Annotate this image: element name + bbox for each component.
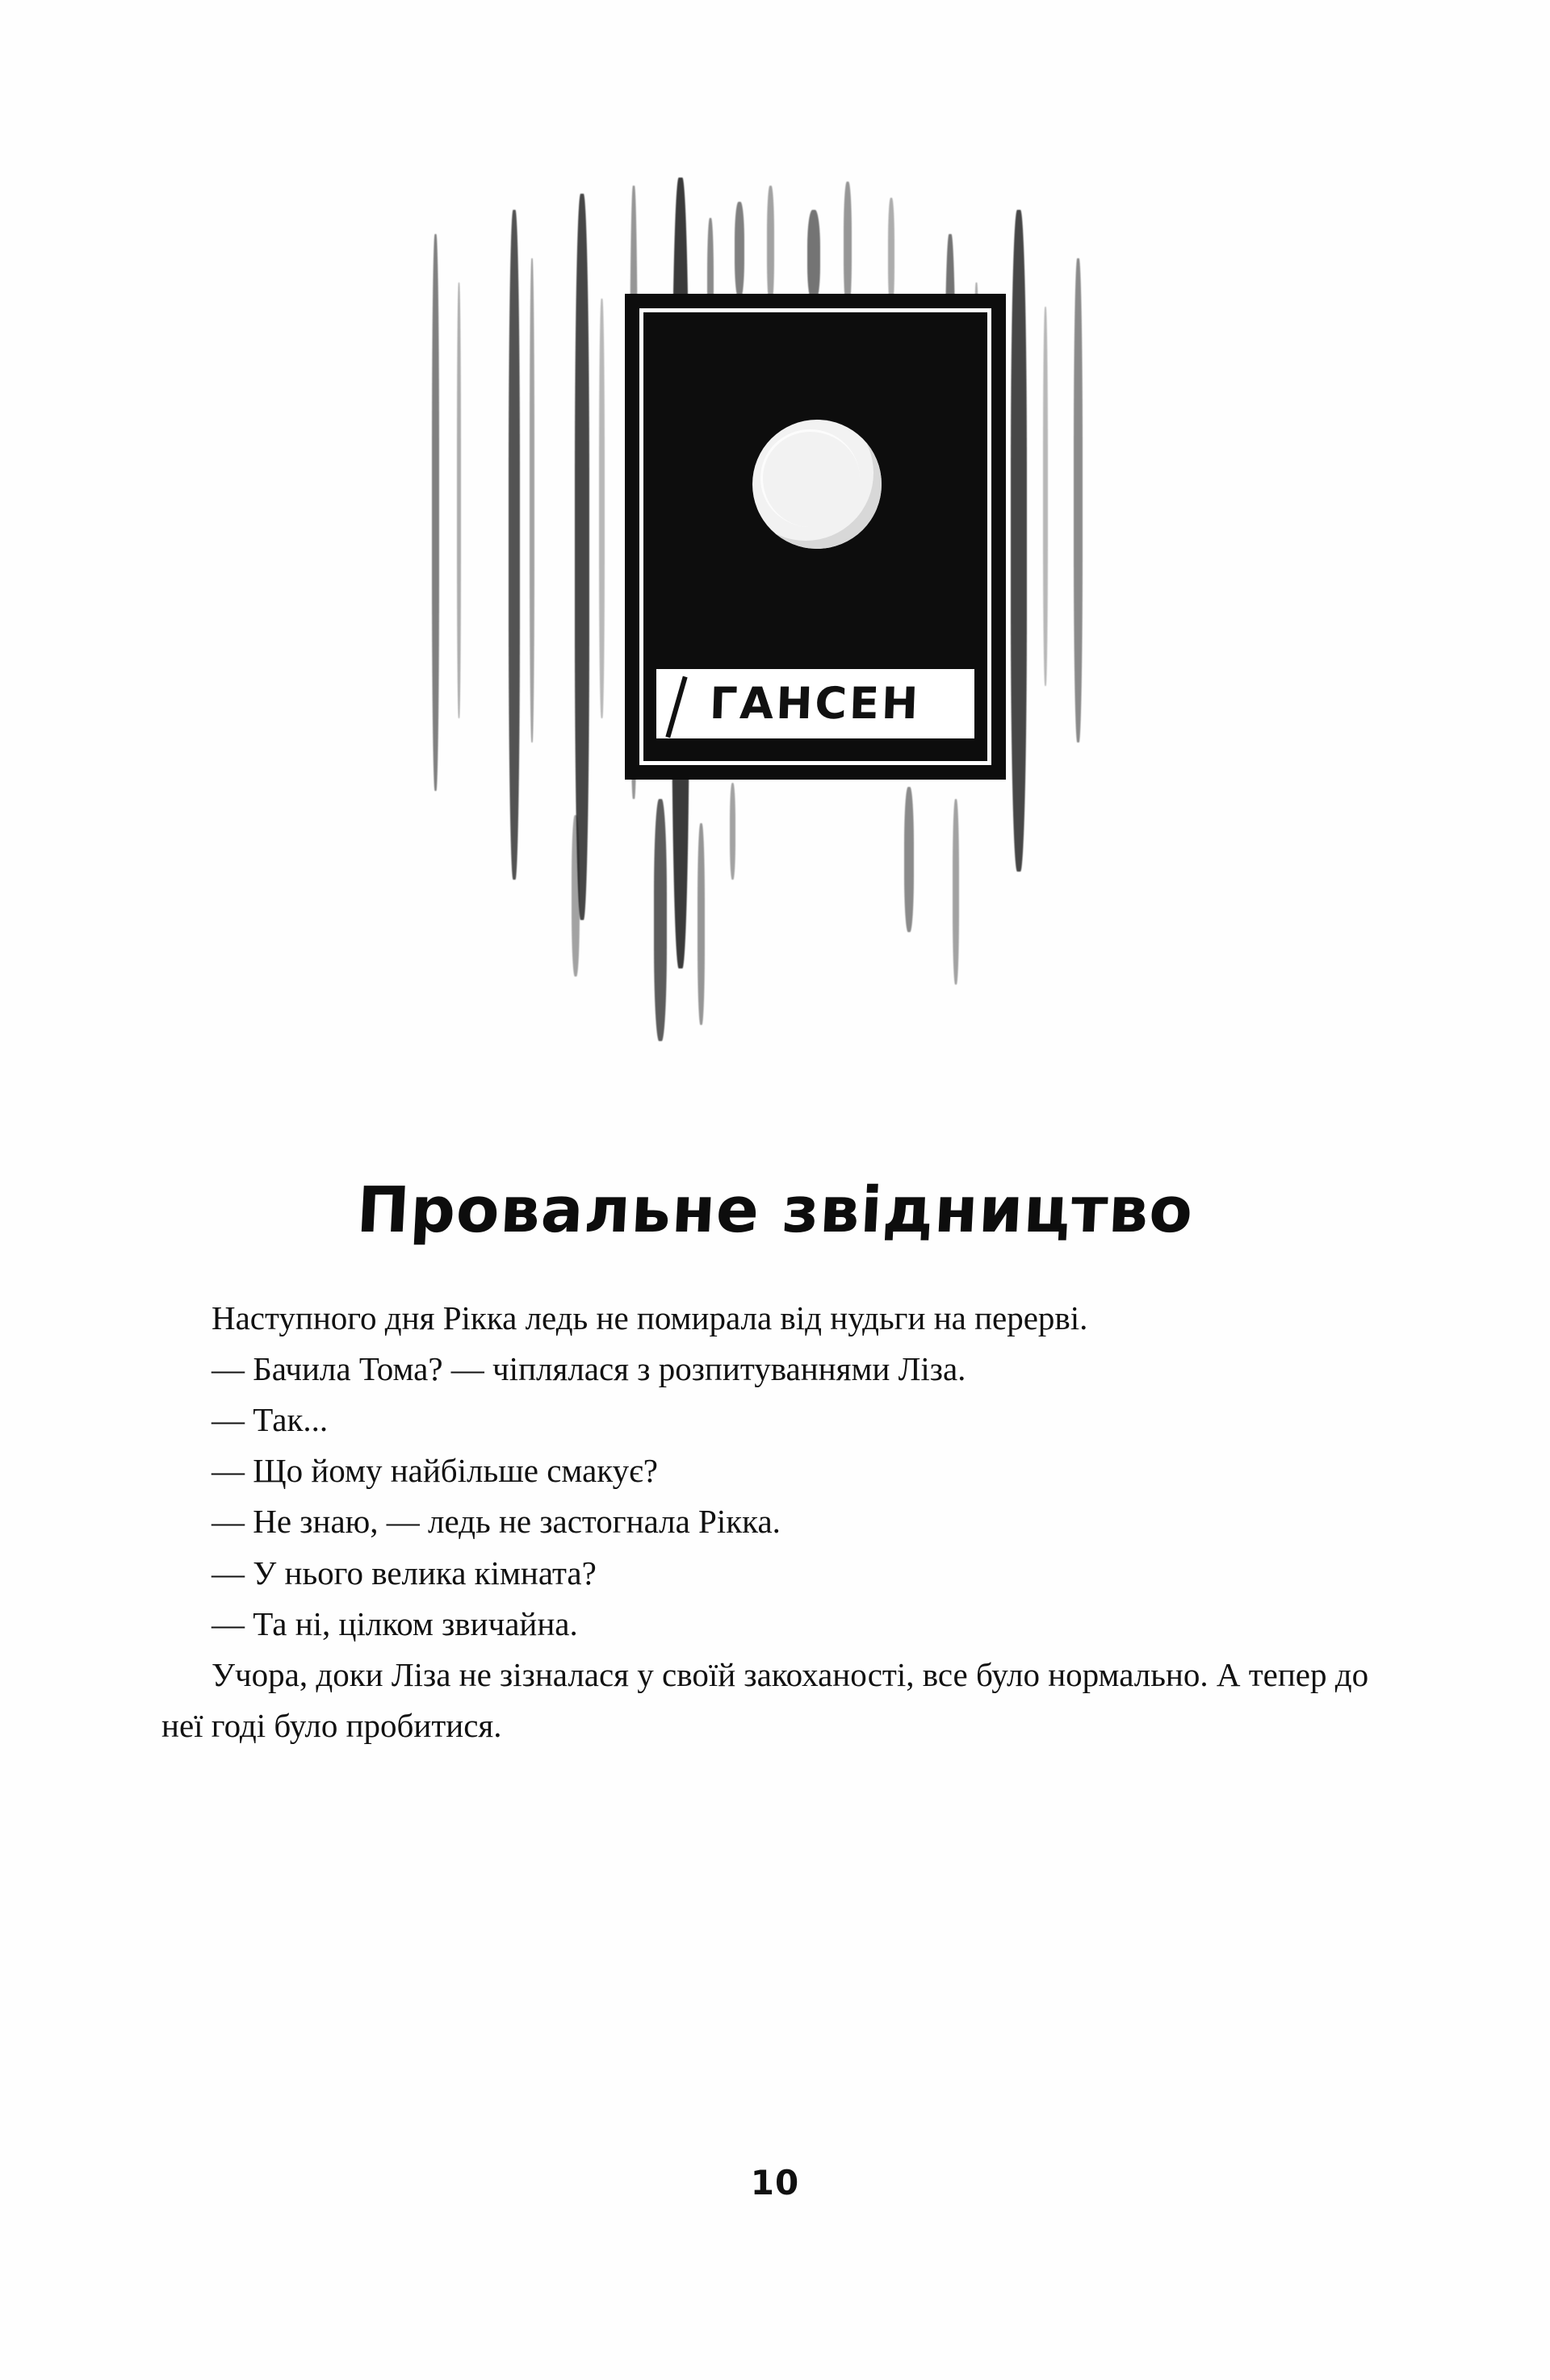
- charcoal-streak: [953, 799, 959, 985]
- paragraph: — Не знаю, — ледь не застогнала Рікка.: [212, 1503, 781, 1541]
- paragraph: Наступного дня Рікка ледь не помирала від нудьги на перерві.: [212, 1299, 1088, 1336]
- slash-mark-icon: [665, 676, 687, 738]
- cover-label: [652, 665, 978, 742]
- paragraph: — Так...: [212, 1401, 329, 1439]
- paragraph: — Що йому найбільше смакує?: [212, 1452, 658, 1490]
- charcoal-streak: [457, 282, 461, 718]
- paragraph: — Бачила Тома? — чіплялася з розпитуваннями Ліза.: [212, 1350, 966, 1388]
- charcoal-streak: [530, 258, 534, 742]
- charcoal-streak: [698, 823, 705, 1025]
- page-number: 10: [750, 2163, 800, 2202]
- charcoal-streak: [575, 194, 589, 920]
- chapter-title: Провальне звідництво: [354, 1174, 1196, 1247]
- charcoal-streak: [844, 182, 852, 311]
- paragraph: — Та ні, цілком звичайна.: [212, 1604, 578, 1642]
- paragraph: — У нього велика кімната?: [212, 1554, 597, 1592]
- chapter-illustration: [0, 186, 1550, 1138]
- book-cover-icon: [630, 299, 1001, 775]
- charcoal-streak: [432, 234, 439, 791]
- charcoal-streak: [1011, 210, 1027, 872]
- charcoal-streak: [807, 210, 820, 303]
- charcoal-streak: [904, 787, 914, 932]
- paragraph: Учора, доки Ліза не зізналася у своїй закоханості, все було нормально. А тепер до неї годі було пробитися.: [161, 1655, 1369, 1744]
- charcoal-streak: [572, 815, 580, 977]
- chapter-content: [161, 1174, 1389, 1751]
- charcoal-streak: [730, 783, 735, 880]
- charcoal-streak: [888, 198, 894, 311]
- charcoal-streak: [599, 299, 605, 718]
- charcoal-streak: [654, 799, 667, 1041]
- charcoal-streak: [735, 202, 744, 299]
- illustration-canvas: [388, 186, 1162, 1138]
- charcoal-streak: [1043, 307, 1048, 686]
- charcoal-streak: [509, 210, 520, 880]
- circle-icon: [752, 420, 882, 549]
- charcoal-streak: [1074, 258, 1083, 742]
- cover-label-text: ГАНСЕН: [709, 678, 922, 729]
- body-text: [161, 1293, 1389, 1751]
- charcoal-streak: [767, 186, 774, 307]
